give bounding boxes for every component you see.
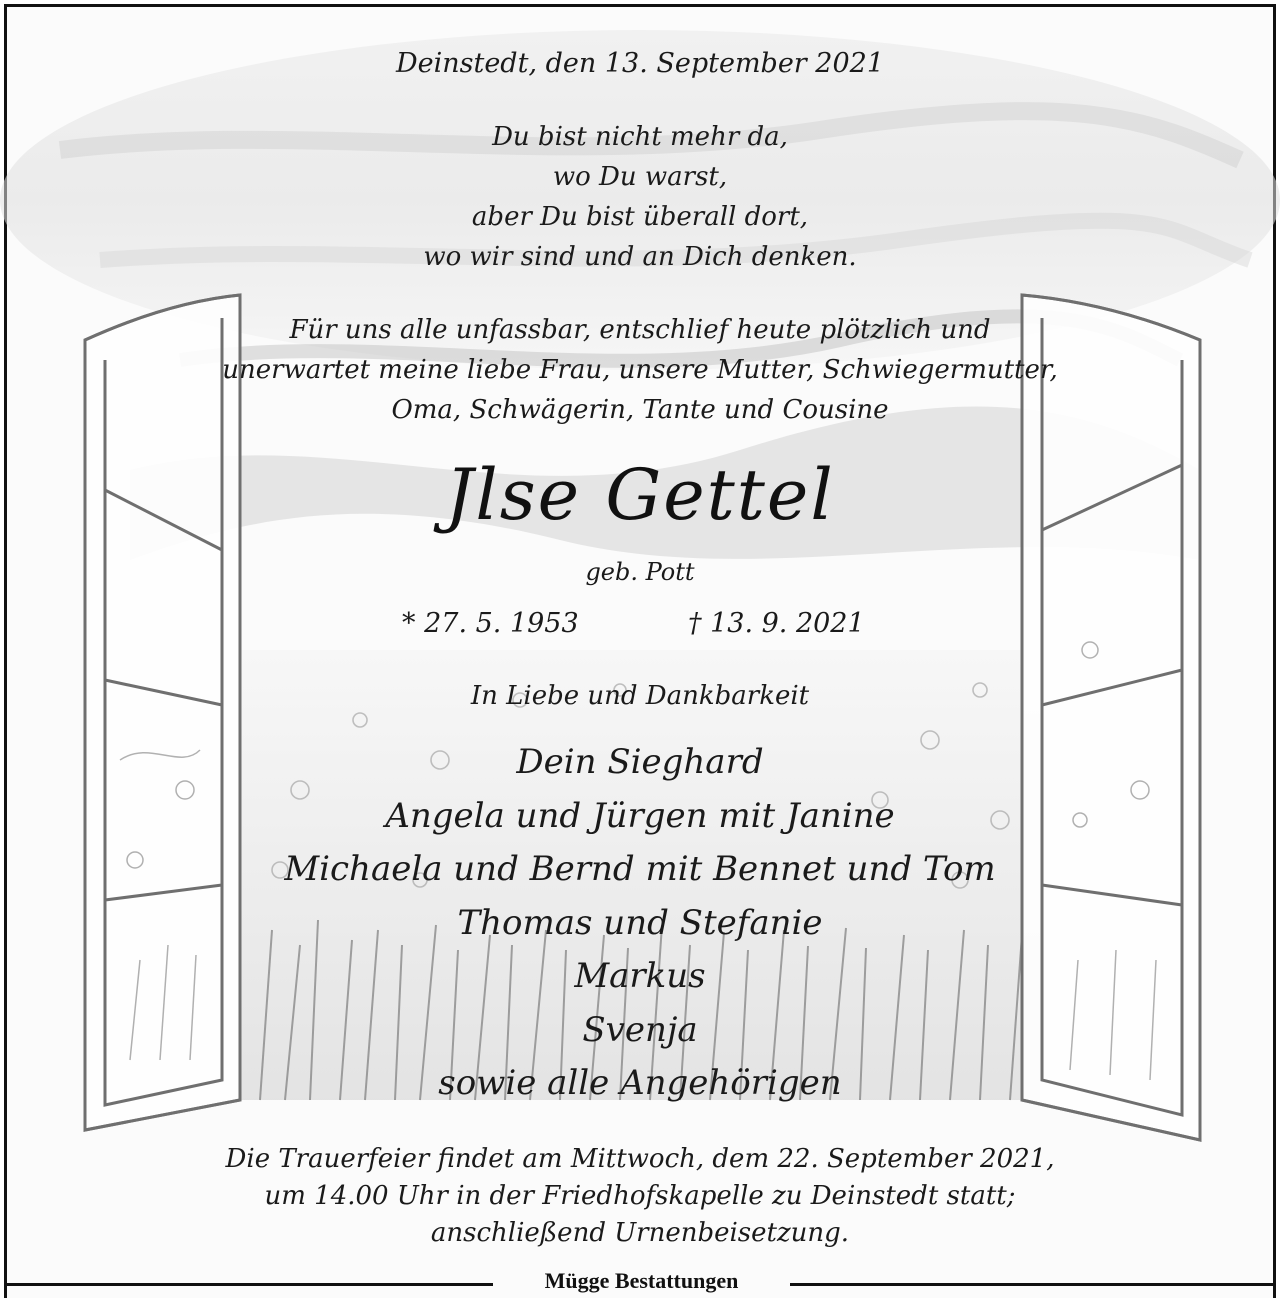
poem-line: wo wir sind und an Dich denken.	[423, 242, 857, 272]
poem-line: wo Du warst,	[552, 162, 728, 192]
mourner: Markus	[574, 956, 706, 996]
poem-line: Du bist nicht mehr da,	[492, 122, 788, 152]
mourner: sowie alle Angehörigen	[438, 1063, 842, 1103]
mourner: Dein Sieghard	[516, 742, 764, 782]
birth-name: geb. Pott	[585, 558, 695, 586]
mourners-list	[0, 736, 1280, 1111]
ceremony-line: anschließend Urnenbeisetzung.	[430, 1218, 850, 1248]
gratitude-line: In Liebe und Dankbarkeit	[470, 681, 810, 711]
mourner: Angela und Jürgen mit Janine	[385, 795, 895, 836]
death-date: † 13. 9. 2021	[688, 608, 865, 639]
ceremony-line: um 14.00 Uhr in der Friedhofskapelle zu Deinstedt statt;	[264, 1181, 1016, 1211]
mourner: Svenja	[582, 1009, 698, 1050]
place-date: Deinstedt, den 13. September 2021	[395, 48, 885, 79]
deceased-name: Jlse Gettel	[445, 454, 835, 536]
intro-line: Oma, Schwägerin, Tante und Cousine	[391, 395, 889, 425]
mourner: Thomas und Stefanie	[457, 902, 823, 943]
ceremony-line: Die Trauerfeier findet am Mittwoch, dem 22. September 2021,	[225, 1144, 1055, 1174]
poem	[0, 117, 1280, 277]
funeral-details	[0, 1141, 1280, 1252]
intro-line: Für uns alle unfassbar, entschlief heute plötzlich und	[289, 315, 991, 345]
announcement-intro	[0, 310, 1280, 430]
undertaker-credit: Mügge Bestattungen	[544, 1268, 739, 1293]
mourner: Michaela und Bernd mit Bennet und Tom	[284, 849, 996, 889]
poem-line: aber Du bist überall dort,	[471, 202, 809, 232]
birth-date: * 27. 5. 1953	[402, 608, 579, 639]
intro-line: unerwartet meine liebe Frau, unsere Mutter, Schwiegermutter,	[222, 355, 1058, 385]
